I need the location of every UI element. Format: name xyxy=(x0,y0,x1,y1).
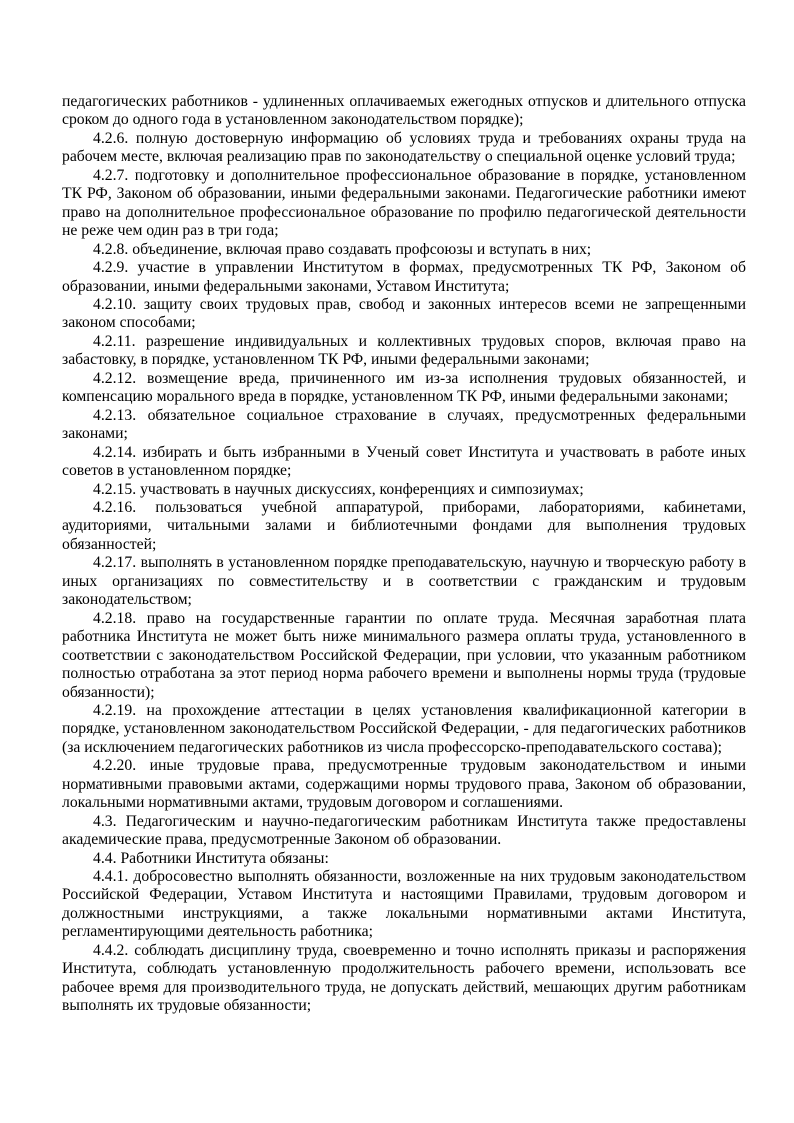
paragraph: 4.3. Педагогическим и научно-педагогическим работникам Института также предоставлены академические права, предусмотренные Законом об образовании. xyxy=(62,812,746,849)
paragraph: 4.2.12. возмещение вреда, причиненного им из-за исполнения трудовых обязанностей, и компенсацию морального вреда в порядке, установленном ТК РФ, иными федеральными законами; xyxy=(62,369,746,406)
document-body xyxy=(62,93,746,1016)
paragraph: 4.2.9. участие в управлении Институтом в формах, предусмотренных ТК РФ, Законом об образовании, иными федеральными законами, Уставом Института; xyxy=(62,259,746,295)
paragraph: 4.2.11. разрешение индивидуальных и коллективных трудовых споров, включая право на забастовку, в порядке, установленном ТК РФ, иными федеральными законами; xyxy=(62,332,746,369)
paragraph: 4.2.14. избирать и быть избранными в Ученый совет Института и участвовать в работе иных советов в установленном порядке; xyxy=(62,443,746,480)
paragraph: 4.2.19. на прохождение аттестации в целях установления квалификационной категории в порядке, установленном законодательством Российской Федерации, - для педагогических работников (за исключением педагогических работников из числа профессорско-преподавательского состава); xyxy=(62,701,746,756)
paragraph: 4.2.20. иные трудовые права, предусмотренные трудовым законодательством и иными нормативными правовыми актами, содержащими нормы трудового права, Законом об образовании, локальными нормативными актами, трудовым договором и соглашениями. xyxy=(62,757,746,812)
paragraph: 4.2.6. полную достоверную информацию об условиях труда и требованиях охраны труда на рабочем месте, включая реализацию прав по законодательству о специальной оценке условий труда; xyxy=(62,129,746,166)
paragraph: 4.2.17. выполнять в установленном порядке преподавательскую, научную и творческую работу в иных организациях по совместительству и в соответствии с гражданским и трудовым законодательством; xyxy=(62,554,746,609)
paragraph: 4.2.8. объединение, включая право создавать профсоюзы и вступать в них; xyxy=(93,240,592,258)
paragraph: 4.2.13. обязательное социальное страхование в случаях, предусмотренных федеральными законами; xyxy=(62,406,746,443)
paragraph: 4.4. Работники Института обязаны: xyxy=(93,849,329,867)
paragraph: 4.2.16. пользоваться учебной аппаратурой, приборами, лабораториями, кабинетами, аудиториями, читальными залами и библиотечными фондами для выполнения трудовых обязанностей; xyxy=(62,498,746,553)
paragraph: педагогических работников - удлиненных оплачиваемых ежегодных отпусков и длительного отпуска сроком до одного года в установленном законодательством порядке); xyxy=(62,93,746,129)
paragraph: 4.2.7. подготовку и дополнительное профессиональное образование в порядке, установленном ТК РФ, Законом об образовании, иными федеральными законами. Педагогические работники имеют право на дополнительное профессиональное образование по профилю педагогической деятельности не реже чем один раз в три года; xyxy=(62,166,746,240)
paragraph: 4.4.2. соблюдать дисциплину труда, своевременно и точно исполнять приказы и распоряжения Института, соблюдать установленную продолжительность рабочего времени, использовать все рабочее время для производительного труда, не допускать действий, мешающих другим работникам выполнять их трудовые обязанности; xyxy=(62,941,746,1015)
paragraph: 4.2.18. право на государственные гарантии по оплате труда. Месячная заработная плата работника Института не может быть ниже минимального размера оплаты труда, установленного в соответствии с законодательством Российской Федерации, при условии, что указанным работником полностью отработана за этот период норма рабочего времени и выполнены нормы труда (трудовые обязанности); xyxy=(62,609,746,701)
paragraph: 4.2.10. защиту своих трудовых прав, свобод и законных интересов всеми не запрещенными законом способами; xyxy=(62,295,746,332)
paragraph: 4.2.15. участвовать в научных дискуссиях, конференциях и симпозиумах; xyxy=(93,480,584,498)
paragraph: 4.4.1. добросовестно выполнять обязанности, возложенные на них трудовым законодательством Российской Федерации, Уставом Института и настоящими Правилами, трудовым договором и должностными инструкциями, а также локальными нормативными актами Института, регламентирующими деятельность работника; xyxy=(62,868,746,941)
